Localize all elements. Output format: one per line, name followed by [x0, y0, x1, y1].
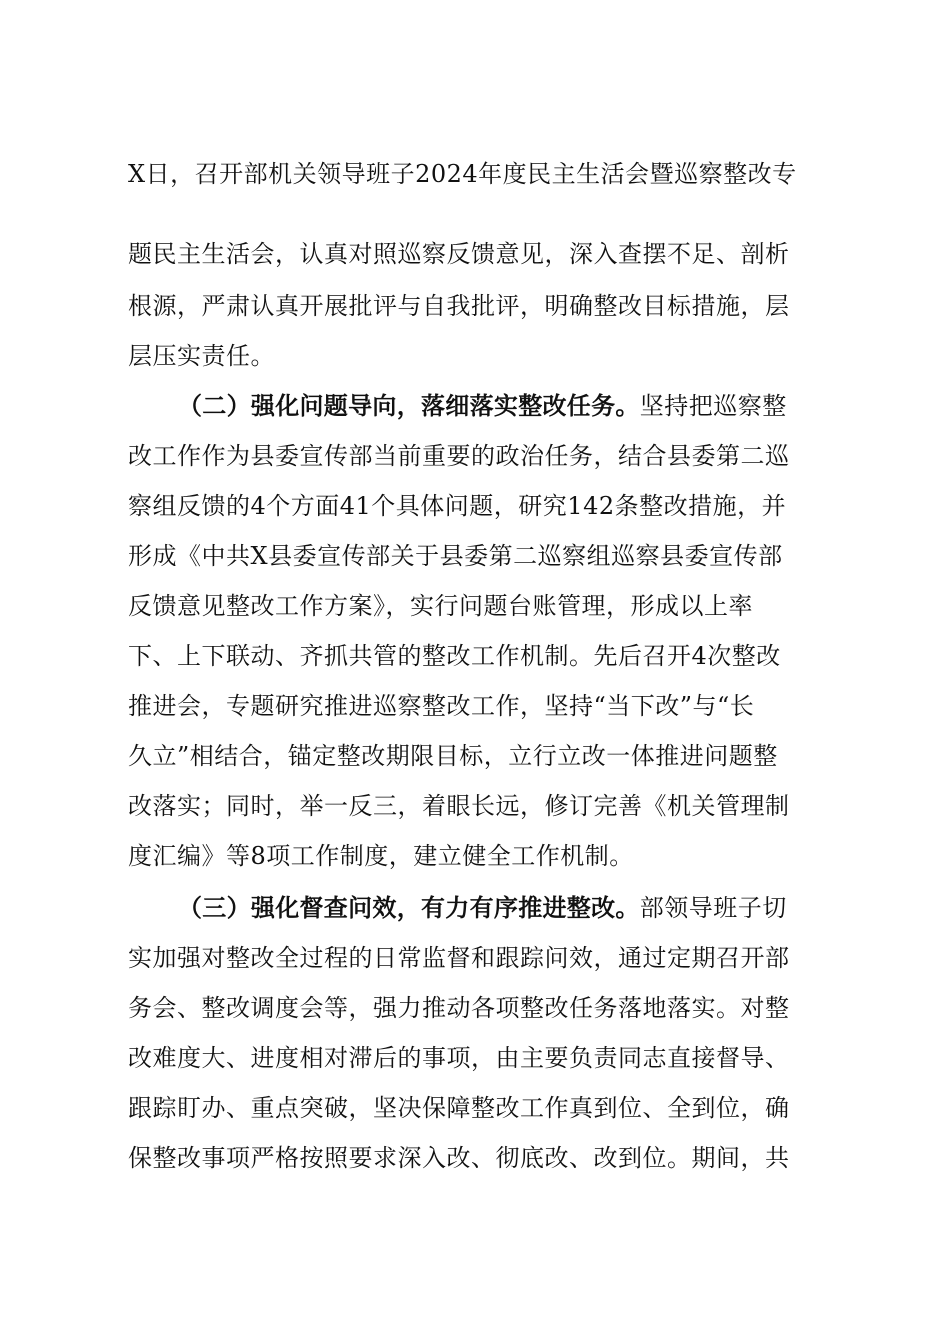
paragraph-2-line: 推进会，专题研究推进巡察整改工作，坚持“当下改”与“长	[128, 692, 755, 720]
paragraph-2-line: 改工作作为县委宣传部当前重要的政治任务，结合县委第二巡	[128, 442, 790, 470]
paragraph-2-line: 下、上下联动、齐抓共管的整改工作机制。先后召开4次整改	[128, 642, 781, 670]
paragraph-1-line-3: 根源，严肃认真开展批评与自我批评，明确整改目标措施，层	[128, 292, 790, 320]
paragraph-3-first-line-rest: 部领导班子切	[639, 894, 787, 922]
paragraph-2-line: 察组反馈的4个方面41个具体问题，研究142条整改措施，并	[128, 492, 787, 520]
paragraph-3-line: 务会、整改调度会等，强力推动各项整改任务落地落实。对整	[128, 994, 790, 1022]
paragraph-1-line-1: X日，召开部机关领导班子2024年度民主生活会暨巡察整改专	[128, 160, 797, 188]
paragraph-2-first-line-rest: 坚持把巡察整	[639, 392, 787, 420]
paragraph-3-line: 跟踪盯办、重点突破，坚决保障整改工作真到位、全到位，确	[128, 1094, 790, 1122]
paragraph-2-line: 改落实；同时，举一反三，着眼长远，修订完善《机关管理制	[128, 792, 790, 820]
paragraph-2-line: 形成《中共X县委宣传部关于县委第二巡察组巡察县委宣传部	[128, 542, 783, 570]
paragraph-3-line: 保整改事项严格按照要求深入改、彻底改、改到位。期间，共	[128, 1144, 790, 1172]
paragraph-3-first-line	[178, 888, 787, 928]
paragraph-2-first-line	[178, 386, 787, 426]
paragraph-2-line: 久立”相结合，锚定整改期限目标，立行立改一体推进问题整	[128, 742, 778, 770]
paragraph-2-line: 度汇编》等8项工作制度，建立健全工作机制。	[128, 842, 634, 870]
paragraph-1-line-2: 题民主生活会，认真对照巡察反馈意见，深入查摆不足、剖析	[128, 240, 790, 268]
paragraph-2-heading: （二）强化问题导向，落细落实整改任务。	[178, 392, 640, 420]
paragraph-1-line-4: 层压实责任。	[128, 342, 275, 370]
paragraph-3-line: 实加强对整改全过程的日常监督和跟踪问效，通过定期召开部	[128, 944, 790, 972]
paragraph-3-line: 改难度大、进度相对滞后的事项，由主要负责同志直接督导、	[128, 1044, 790, 1072]
paragraph-2-line: 反馈意见整改工作方案》，实行问题台账管理，形成以上率	[128, 592, 753, 620]
paragraph-3-heading: （三）强化督查问效，有力有序推进整改。	[178, 894, 640, 922]
